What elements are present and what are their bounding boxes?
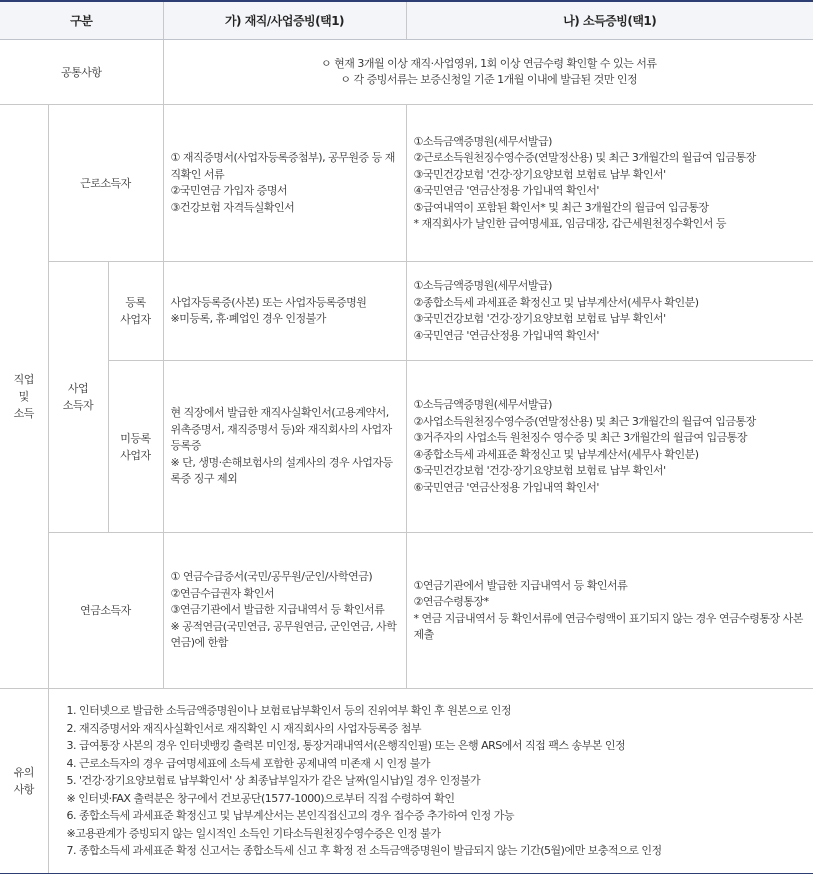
note-item: 7. 종합소득세 과세표준 확정 신고서는 종합소득세 신고 후 확정 전 소득금액증명원이 발급되지 않는 기간(5월)에만 보충적으로 인정 [66, 844, 662, 858]
unregistered-income-proof: ①소득금액증명원(세무서발급) ②사업소득원천징수영수증(연말정산용) 및 최근 3개월간의 월급여 입금통장 ③거주자의 사업소득 원천징수 영수증 및 최근 3개월간의 월급여 입금통장 ④종합소득세 과세표준 확정신고 및 납부계산서(세무사 확인분) ⑤국민건강보험 '건강·장기요양보험 보험료 납부 확인서' ⑥국민연금 '연금산정용 가입내역 확인서' [406, 361, 813, 533]
employee-label: 근로소득자 [48, 105, 163, 262]
header-employment-proof: 가) 재직/사업증빙(택1) [163, 1, 406, 40]
pension-row [0, 533, 813, 689]
unregistered-business-row [0, 361, 813, 533]
registered-business-label: 등록 사업자 [108, 262, 163, 361]
common-label: 공통사항 [0, 40, 163, 105]
registered-income-proof: ①소득금액증명원(세무서발급) ②종합소득세 과세표준 확정신고 및 납부계산서(세무사 확인분) ③국민건강보험 '건강·장기요양보험 보험료 납부 확인서' ④국민연금 '연금산정용 가입내역 확인서' [406, 262, 813, 361]
common-row [0, 40, 813, 105]
notes-content [48, 689, 813, 874]
common-line: ㅇ 현재 3개월 이상 재직·사업영위, 1회 이상 연금수령 확인할 수 있는 서류 [321, 56, 657, 70]
note-item: ※고용관계가 증빙되지 않는 일시적인 소득인 기타소득원천징수영수증은 인정 불가 [66, 826, 441, 840]
registered-employment-proof: 사업자등록증(사본) 또는 사업자등록증명원 ※미등록, 휴·폐업인 경우 인정불가 [163, 262, 406, 361]
note-item: 4. 근로소득자의 경우 급여명세표에 소득세 포함한 공제내역 미존재 시 인정 불가 [66, 756, 430, 770]
pension-employment-proof: ① 연금수급증서(국민/공무원/군인/사학연금) ②연금수급권자 확인서 ③연금기관에서 발급한 지급내역서 등 확인서류 ※ 공적연금(국민연금, 공무원연금, 군인연금, 사학연금)에 한함 [163, 533, 406, 689]
common-content [163, 40, 813, 105]
header-category: 구분 [0, 1, 163, 40]
notes-row [0, 689, 813, 874]
note-item: 2. 재직증명서와 재직사실확인서로 재직확인 시 재직회사의 사업자등록증 첨부 [66, 721, 422, 735]
header-income-proof: 나) 소득증빙(택1) [406, 1, 813, 40]
pension-label: 연금소득자 [48, 533, 163, 689]
note-item: 5. '건강·장기요양보험료 납부확인서' 상 최종납부일자가 같은 날짜(일시납)일 경우 인정불가 [66, 774, 481, 788]
group-label-occupation-income: 직업 및 소득 [0, 105, 48, 689]
note-item: 3. 급여통장 사본의 경우 인터넷뱅킹 출력본 미인정, 통장거래내역서(은행직인필) 또는 은행 ARS에서 직접 팩스 송부본 인정 [66, 739, 626, 753]
notes-label: 유의 사항 [0, 689, 48, 874]
employee-employment-proof: ① 재직증명서(사업자등록증첨부), 공무원증 등 재직확인 서류 ②국민연금 가입자 증명서 ③건강보험 자격득실확인서 [163, 105, 406, 262]
business-income-label: 사업 소득자 [48, 262, 108, 533]
note-item: 6. 종합소득세 과세표준 확정신고 및 납부계산서는 본인직접신고의 경우 접수증 추가하여 인정 가능 [66, 809, 514, 823]
note-item: 1. 인터넷으로 발급한 소득금액증명원이나 보험료납부확인서 등의 진위여부 확인 후 원본으로 인정 [66, 704, 511, 718]
unregistered-business-label: 미등록 사업자 [108, 361, 163, 533]
employee-row [0, 105, 813, 262]
pension-income-proof: ①연금기관에서 발급한 지급내역서 등 확인서류 ②연금수령통장* * 연금 지급내역서 등 확인서류에 연금수령액이 표기되지 않는 경우 연금수령통장 사본 제출 [406, 533, 813, 689]
employee-income-proof: ①소득금액증명원(세무서발급) ②근로소득원천징수영수증(연말정산용) 및 최근 3개월간의 월급여 입금통장 ③국민건강보험 '건강·장기요양보험 보험료 납부 확인서' ④국민연금 '연금산정용 가입내역 확인서' ⑤급여내역이 포함된 확인서* 및 최근 3개월간의 월급여 입금통장 * 재직회사가 날인한 급여명세표, 임금대장, 갑근세원천징수확인서 등 [406, 105, 813, 262]
common-line: ㅇ 각 증빙서류는 보증신청일 기준 1개월 이내에 발급된 것만 인정 [340, 73, 638, 86]
registered-business-row [0, 262, 813, 361]
unregistered-employment-proof: 현 직장에서 발급한 재직사실확인서(고용계약서, 위촉증명서, 재직증명서 등)와 재직회사의 사업자등록증 ※ 단, 생명·손해보험사의 설계사의 경우 사업자등록증 징구 제외 [163, 361, 406, 533]
note-item: ※ 인터넷·FAX 출력분은 창구에서 건보공단(1577-1000)으로부터 직접 수령하여 확인 [66, 791, 455, 805]
header-row [0, 1, 813, 40]
